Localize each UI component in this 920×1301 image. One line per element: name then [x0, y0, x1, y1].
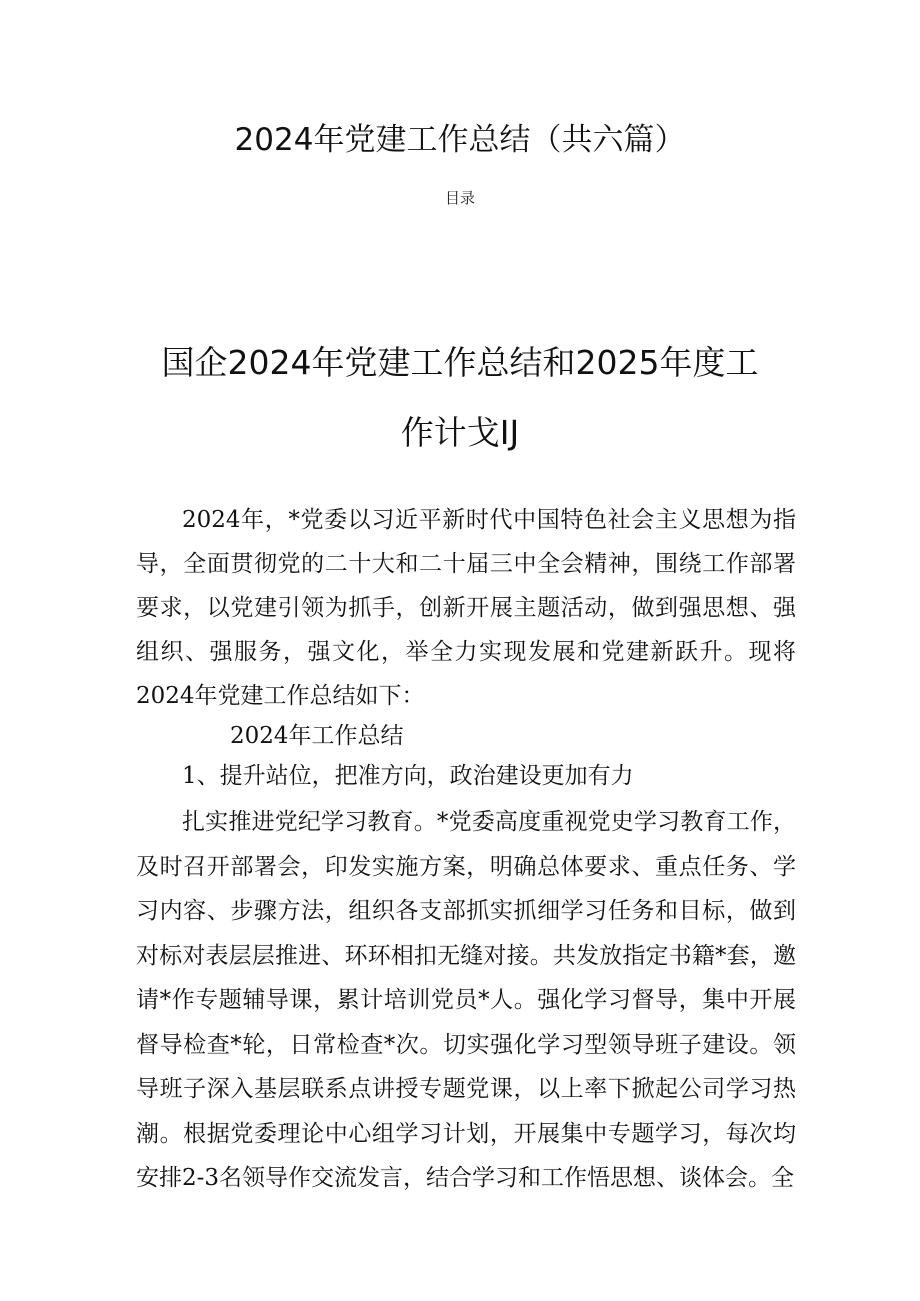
intro-paragraph: 2024年，*党委以习近平新时代中国特色社会主义思想为指导，全面贯彻党的二十大和二十届三中全会精神，围绕工作部署要求，以党建引领为抓手，创新开展主题活动，做到强思想、强组织、强服务，强文化，举全力实现发展和党建新跃升。现将2024年党建工作总结如下：	[136, 507, 796, 709]
section-title-line-2: 作计戈IJ	[400, 413, 520, 452]
document-title: 2024年党建工作总结（共六篇）	[234, 122, 686, 158]
point-1-paragraph: 扎实推进党纪学习教育。*党委高度重视党史学习教育工作，及时召开部署会，印发实施方案，明确总体要求、重点任务、学习内容、步骤方法，组织各支部抓实抓细学习任务和目标，做到对标对表层层推进、环环相扣无缝对接。共发放指定书籍*套，邀请*作专题辅导课，累计培训党员*人。强化学习督导，集中开展督导检查*轮，日常检查*次。切实强化学习型领导班子建设。领导班子深入基层联系点讲授专题党课，以上率下掀起公司学习热潮。根据党委理论中心组学习计划，开展集中专题学习，每次均安排2-3名领导作交流发言，结合学习和工作悟思想、谈体会。全	[136, 809, 796, 1191]
table-of-contents-label: 目录	[444, 189, 475, 207]
point-1-heading: 1、提升站位，把准方向，政治建设更加有力	[182, 763, 634, 789]
section-title-line-1: 国企2024年党建工作总结和2025年度工	[161, 343, 759, 382]
subheading: 2024年工作总结	[230, 723, 404, 749]
